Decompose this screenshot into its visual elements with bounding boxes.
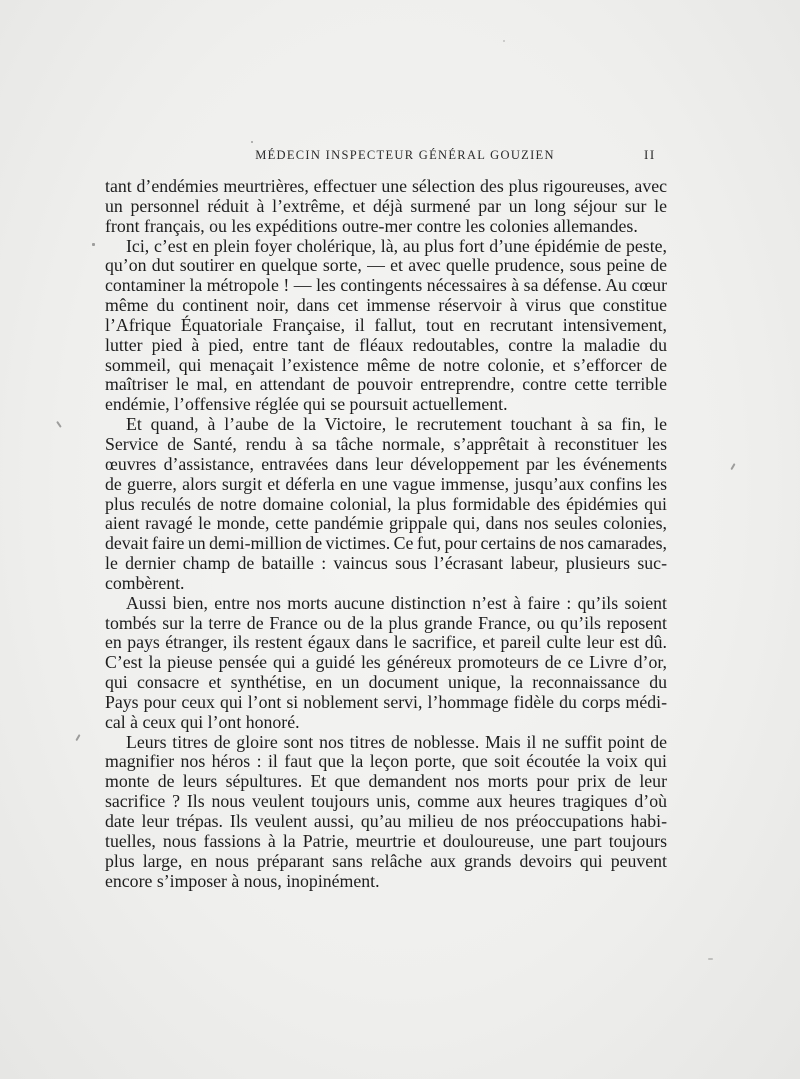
scan-speck bbox=[730, 463, 735, 470]
text-line: Ici, c’est en plein foyer cholérique, là, au plus fort d’une épidémie de peste, bbox=[126, 235, 667, 256]
text-line: endémie, l’offensive réglée qui se poursuit actuellement. bbox=[105, 394, 508, 415]
text-line: l’Afrique Équatoriale Française, il fallut, tout en recrutant intensivement, bbox=[105, 314, 667, 335]
text-line: tant d’endémies meurtrières, effectuer une sélection des plus rigoureuses, avec bbox=[105, 176, 667, 196]
scan-speck bbox=[251, 141, 253, 143]
text-line: devait faire un demi-million de victimes. Ce fut, pour certains de nos camarades, bbox=[105, 533, 667, 554]
text-line: un personnel réduit à l’extrême, et déjà surmené par un long séjour sur le bbox=[105, 195, 667, 216]
scan-speck bbox=[75, 734, 80, 741]
text-line: même du continent noir, dans cet immense réservoir à virus que constitue bbox=[105, 295, 667, 316]
text-line: sacrifice ? Ils nous veulent toujours unis, comme aux heures tragiques d’où bbox=[105, 791, 667, 812]
text-line: plus large, en nous préparant sans relâche aux grands devoirs qui peuvent bbox=[105, 850, 667, 871]
scan-speck bbox=[708, 958, 713, 960]
text-line: magnifier nos héros : il faut que la leçon porte, que soit écoutée la voix qui bbox=[105, 751, 667, 772]
body-text bbox=[105, 177, 667, 891]
text-line: encore s’imposer à nous, inopinément. bbox=[105, 870, 380, 891]
text-line: sommeil, qui menaçait l’existence même de notre colonie, et s’efforcer de bbox=[105, 354, 667, 375]
text-line: aient ravagé le monde, cette pandémie grippale qui, dans nos seules colonies, bbox=[105, 513, 667, 534]
scan-speck bbox=[92, 243, 95, 246]
text-line: en pays étranger, ils restent égaux dans le sacrifice, et pareil culte leur est dû. bbox=[105, 632, 667, 653]
text-line: de guerre, alors surgit et déferla en une vague immense, jusqu’aux confins les bbox=[105, 473, 667, 494]
text-line: tombés sur la terre de France ou de la plus grande France, ou qu’ils reposent bbox=[105, 612, 667, 633]
text-line: cal à ceux qui l’ont honoré. bbox=[105, 711, 300, 732]
text-line: date leur trépas. Ils veulent aussi, qu’au milieu de nos préoccupations habi- bbox=[105, 811, 667, 831]
text-line: qui consacre et synthétise, en un document unique, la reconnaissance du bbox=[105, 672, 667, 693]
text-line: Aussi bien, entre nos morts aucune distinction n’est à faire : qu’ils soient bbox=[126, 592, 667, 613]
text-line: C’est la pieuse pensée qui a guidé les généreux promoteurs de ce Livre d’or, bbox=[105, 652, 667, 673]
text-line: maîtriser le mal, en attendant de pouvoir entreprendre, contre cette terrible bbox=[105, 374, 667, 395]
text-line: front français, ou les expéditions outre-mer contre les colonies allemandes. bbox=[105, 215, 638, 236]
text-line: combèrent. bbox=[105, 572, 185, 593]
paragraph bbox=[105, 733, 667, 892]
paragraph bbox=[105, 177, 667, 237]
text-line: le dernier champ de bataille : vaincus sous l’écrasant labeur, plusieurs suc- bbox=[105, 553, 667, 574]
text-line: Service de Santé, rendu à sa tâche normale, s’apprêtait à reconstituer les bbox=[105, 433, 667, 454]
text-line: tuelles, nous fassions à la Patrie, meurtrie et douloureuse, une part toujours bbox=[105, 830, 667, 851]
text-line: qu’on dut soutirer en quelque sorte, — et avec quelle prudence, sous peine de bbox=[105, 255, 667, 276]
page-number: II bbox=[644, 147, 656, 162]
paragraph bbox=[105, 237, 667, 416]
running-head: MÉDECIN INSPECTEUR GÉNÉRAL GOUZIEN bbox=[255, 148, 555, 162]
text-line: Pays pour ceux qui l’ont si noblement servi, l’hommage fidèle du corps médi- bbox=[105, 691, 667, 712]
text-line: Et quand, à l’aube de la Victoire, le recrutement touchant à sa fin, le bbox=[126, 414, 667, 435]
paragraph bbox=[105, 415, 667, 594]
text-line: œuvres d’assistance, entravées dans leur développement par les événements bbox=[105, 453, 667, 474]
text-line: lutter pied à pied, entre tant de fléaux redoutables, contre la maladie du bbox=[105, 334, 667, 355]
text-line: plus reculés de notre domaine colonial, la plus formidable des épidémies qui bbox=[105, 493, 667, 514]
text-line: Leurs titres de gloire sont nos titres de noblesse. Mais il ne suffit point de bbox=[126, 731, 667, 752]
paragraph bbox=[105, 594, 667, 733]
text-line: monte de leurs sépultures. Et que demandent nos morts pour prix de leur bbox=[105, 771, 667, 792]
scan-speck bbox=[56, 421, 61, 428]
scan-speck bbox=[503, 40, 505, 42]
text-line: contaminer la métropole ! — les contingents nécessaires à sa défense. Au cœur bbox=[105, 275, 667, 296]
